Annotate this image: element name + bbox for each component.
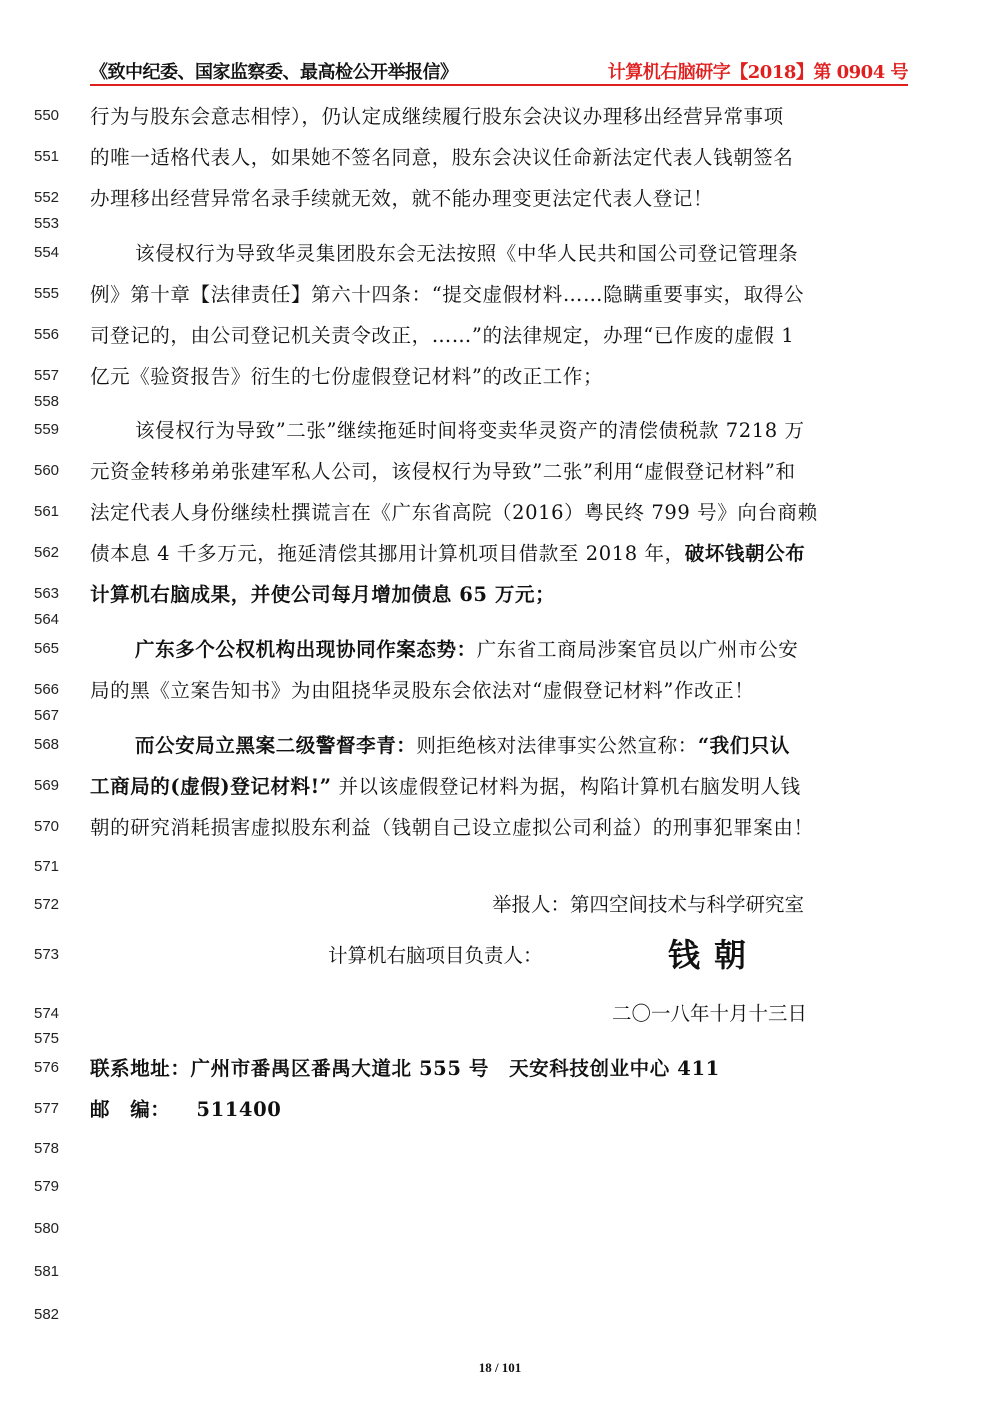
signature-date: 二〇一八年十月十三日 (612, 1002, 808, 1025)
line-number: 579 (34, 1178, 60, 1195)
text-normal: 债本息 4 千多万元，拖延清偿其挪用计算机项目借款至 2018 年， (90, 542, 685, 565)
line-number: 566 (34, 681, 60, 698)
text-normal: 广东省工商局涉案官员以广州市公安 (476, 638, 799, 661)
line-number: 567 (34, 707, 60, 724)
line-number: 554 (34, 244, 60, 261)
line-number: 576 (34, 1059, 60, 1076)
line-number: 564 (34, 611, 60, 628)
text-line: 办理移出经营异常名录手续就无效，就不能办理变更法定代表人登记！ (90, 187, 714, 210)
line-number: 560 (34, 462, 60, 479)
document-reference-number: 计算机右脑研字【2018】第 0904 号 (607, 62, 908, 83)
document-title: 《致中纪委、国家监察委、最高检公开举报信》 (90, 62, 458, 83)
postcode-label: 邮 编： (90, 1098, 171, 1121)
line-number: 555 (34, 285, 60, 302)
text-line: 局的黑《立案告知书》为由阻挠华灵股东会依法对“虚假登记材料”作改正！ (90, 679, 755, 702)
line-number: 577 (34, 1100, 60, 1117)
line-number: 562 (34, 544, 60, 561)
text-line: 司登记的，由公司登记机关责令改正，……”的法律规定，办理“已作废的虚假 1 (90, 324, 795, 347)
line-number: 553 (34, 215, 60, 232)
line-number: 551 (34, 148, 60, 165)
line-number: 561 (34, 503, 60, 520)
line-number: 556 (34, 326, 60, 343)
text-line: 该侵权行为导致华灵集团股东会无法按照《中华人民共和国公司登记管理条 (135, 242, 799, 265)
postcode-value: 511400 (196, 1098, 282, 1121)
line-number: 568 (34, 736, 60, 753)
page-header (90, 56, 908, 84)
text-emphasis-line: 计算机右脑成果，并使公司每月增加债息 65 万元； (90, 583, 556, 606)
text-emphasis: 广东多个公权机构出现协同作案态势： (135, 638, 477, 661)
line-number: 573 (34, 946, 60, 963)
project-lead-label: 计算机右脑项目负责人： (328, 944, 543, 967)
reporter-line: 举报人：第四空间技术与科学研究室 (492, 893, 805, 916)
line-number: 559 (34, 421, 60, 438)
text-line: 亿元《验资报告》衍生的七份虚假登记材料”的改正工作； (90, 365, 604, 388)
text-line: 行为与股东会意志相悖），仍认定成继续履行股东会决议办理移出经营异常事项 (90, 105, 784, 128)
text-emphasis: 工商局的(虚假)登记材料!” (90, 775, 332, 798)
text-emphasis: 而公安局立黑案二级警督李青： (135, 734, 417, 757)
postcode-line (90, 1094, 281, 1122)
line-number: 572 (34, 896, 60, 913)
line-number: 552 (34, 189, 60, 206)
text-line (90, 538, 805, 566)
text-line: 朝的研究消耗损害虚拟股东利益（钱朝自己设立虚拟公司利益）的刑事犯罪案由！ (90, 816, 814, 839)
text-line: 法定代表人身份继续杜撰谎言在《广东省高院（2016）粤民终 799 号》向台商赖 (90, 501, 818, 524)
contact-address: 联系地址：广州市番禺区番禺大道北 555 号 天安科技创业中心 411 (90, 1057, 720, 1080)
line-number: 557 (34, 367, 60, 384)
text-line (135, 634, 798, 662)
line-number: 582 (34, 1306, 60, 1323)
line-number: 565 (34, 640, 60, 657)
text-line: 例》第十章【法律责任】第六十四条：“提交虚假材料……隐瞒重要事实，取得公 (90, 283, 805, 306)
project-lead-signature: 钱朝 (668, 936, 761, 974)
line-number: 570 (34, 818, 60, 835)
line-number: 575 (34, 1030, 60, 1047)
text-line: 元资金转移弟弟张建军私人公司，该侵权行为导致”二张”利用“虚假登记材料”和 (90, 460, 796, 483)
text-normal: 并以该虚假登记材料为据，构陷计算机右脑发明人钱 (331, 775, 801, 798)
text-line: 该侵权行为导致”二张”继续拖延时间将变卖华灵资产的清偿债税款 7218 万 (135, 419, 805, 442)
line-number: 578 (34, 1140, 60, 1157)
line-number: 571 (34, 858, 60, 875)
page-number: 18 / 101 (478, 1360, 522, 1375)
header-divider (90, 84, 908, 86)
text-line (90, 771, 801, 799)
line-number: 569 (34, 777, 60, 794)
text-emphasis: “我们只认 (697, 734, 791, 757)
text-emphasis: 破坏钱朝公布 (684, 542, 806, 565)
line-number: 580 (34, 1220, 60, 1237)
text-line: 的唯一适格代表人，如果她不签名同意，股东会决议任命新法定代表人钱朝签名 (90, 146, 794, 169)
line-number: 574 (34, 1005, 60, 1022)
text-normal: 则拒绝核对法律事实公然宣称： (416, 734, 698, 757)
line-number: 563 (34, 585, 60, 602)
line-number: 550 (34, 107, 60, 124)
line-number: 558 (34, 393, 60, 410)
line-number: 581 (34, 1263, 60, 1280)
text-line (135, 730, 790, 758)
